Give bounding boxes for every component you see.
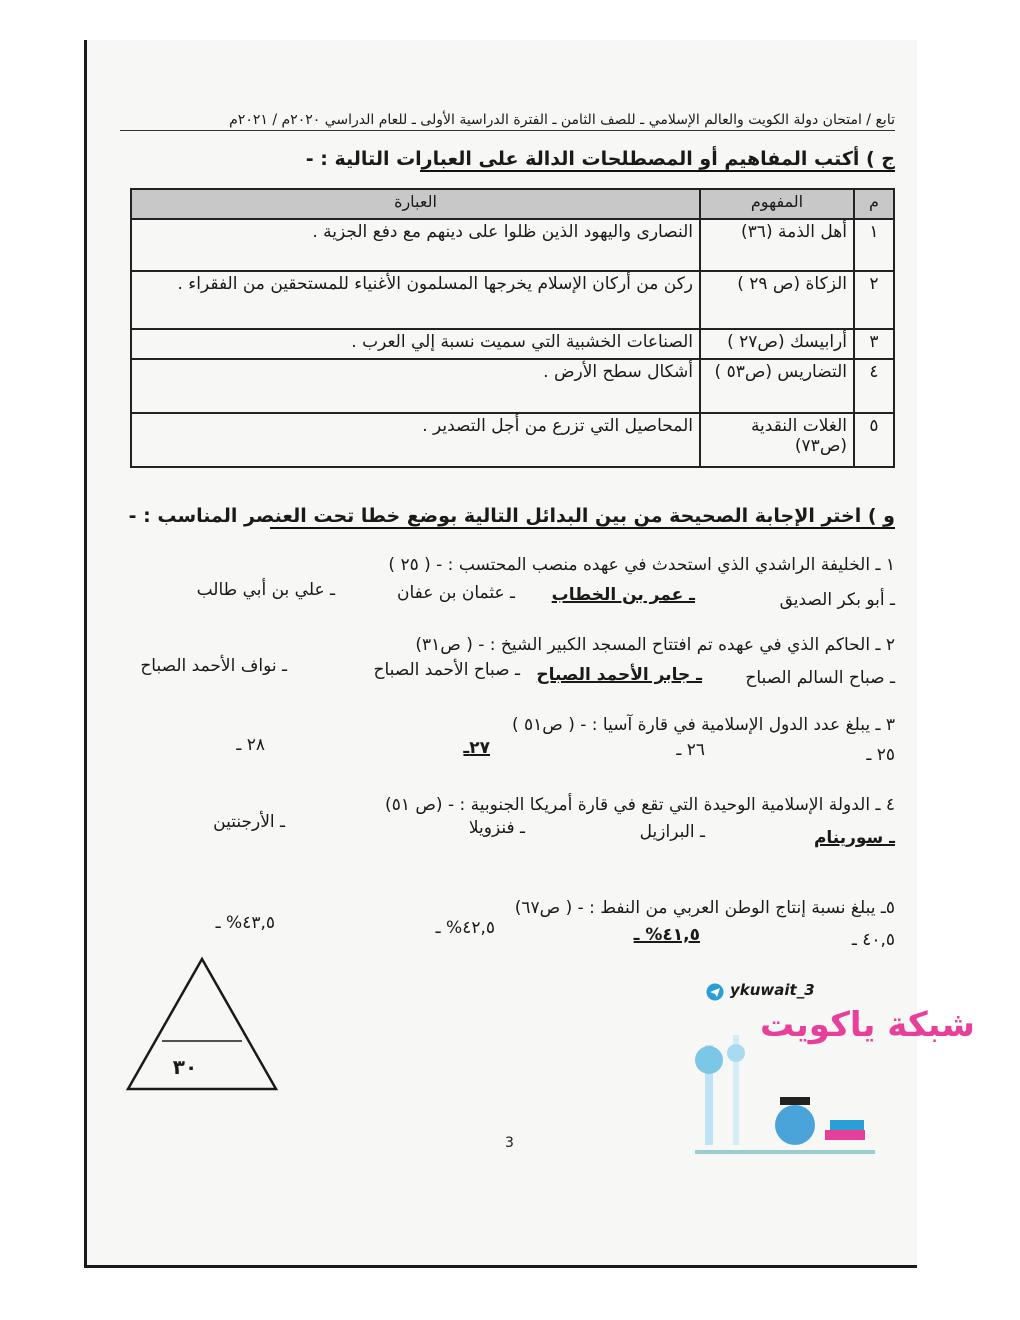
question-1: ١ ـ الخليفة الراشدي الذي استحدث في عهده منصب المحتسب : - ( ٢٥ )	[388, 555, 895, 575]
question-5: ٥ـ يبلغ نسبة إنتاج الوطن العربي من النفط : - ( ص٦٧)	[514, 898, 895, 918]
q3-option-2: ٢٦ ـ	[676, 740, 705, 760]
telegram-icon	[706, 983, 724, 1001]
row-num: ٥	[854, 413, 894, 467]
row-statement: الصناعات الخشبية التي سميت نسبة إلي العرب .	[131, 329, 700, 359]
q2-option-3: ـ صباح الأحمد الصباح	[373, 660, 520, 680]
section-c-title: ج ) أكتب المفاهيم أو المصطلحات الدالة على العبارات التالية : -	[305, 148, 895, 170]
q5-option-2-correct: ٤١,٥% ـ	[633, 925, 700, 945]
page-number: 3	[505, 1135, 514, 1151]
q1-option-1: ـ أبو بكر الصديق	[779, 590, 895, 610]
table-row	[131, 271, 894, 329]
row-num: ١	[854, 219, 894, 271]
q3-option-1: ٢٥ ـ	[866, 745, 895, 765]
question-3: ٣ ـ يبلغ عدد الدول الإسلامية في قارة آسيا : - ( ص٥١ )	[511, 715, 895, 735]
q5-option-1: ٤٠,٥ ـ	[851, 930, 895, 950]
q1-option-2-correct: ـ عمر بن الخطاب	[551, 585, 695, 605]
row-statement: النصارى واليهود الذين ظلوا على دينهم مع دفع الجزية .	[131, 219, 700, 271]
table-header-row	[131, 189, 894, 219]
score-value: ٣٠	[172, 1055, 198, 1079]
row-concept: أهل الذمة (٣٦)	[700, 219, 854, 271]
row-concept: الزكاة (ص ٢٩ )	[700, 271, 854, 329]
row-concept: أرابيسك (ص٢٧ )	[700, 329, 854, 359]
question-2: ٢ ـ الحاكم الذي في عهده تم افتتاح المسجد الكبير الشيخ : - ( ص٣١)	[415, 635, 895, 655]
q1-option-3: ـ عثمان بن عفان	[396, 583, 515, 603]
page-header: تابع / امتحان دولة الكويت والعالم الإسلامي ـ للصف الثامن ـ الفترة الدراسية الأولى ـ للعام الدراسي ٢٠٢٠م / ٢٠٢١م	[120, 112, 895, 131]
row-statement: ركن من أركان الإسلام يخرجها المسلمون الأغنياء للمستحقين من الفقراء .	[131, 271, 700, 329]
concepts-table	[130, 188, 895, 468]
row-num: ٣	[854, 329, 894, 359]
header-num: م	[854, 189, 894, 219]
q4-option-1-correct: ـ سورينام	[813, 828, 895, 848]
q4-option-4: ـ الأرجنتين	[213, 812, 285, 832]
logo-handle: ykuwait_3	[730, 981, 815, 999]
q2-option-1: ـ صباح السالم الصباح	[745, 668, 895, 688]
row-concept: التضاريس (ص٥٣ )	[700, 359, 854, 413]
q5-option-4: ٤٣,٥% ـ	[215, 913, 275, 933]
table-row	[131, 219, 894, 271]
header-statement: العبارة	[131, 189, 700, 219]
q5-option-3: ٤٢,٥% ـ	[435, 918, 495, 938]
logo-text: شبكة ياكويت	[760, 1005, 975, 1045]
table-row	[131, 413, 894, 467]
header-concept: المفهوم	[700, 189, 854, 219]
q1-option-4: ـ علي بن أبي طالب	[196, 580, 335, 600]
row-statement: المحاصيل التي تزرع من أجل التصدير .	[131, 413, 700, 467]
row-num: ٤	[854, 359, 894, 413]
q2-option-2-correct: ـ جابر الأحمد الصباح	[536, 665, 702, 685]
q4-option-3: ـ فنزويلا	[468, 818, 525, 838]
q4-option-2: ـ البرازيل	[639, 822, 705, 842]
section-w-title: و ) اختر الإجابة الصحيحة من بين البدائل التالية بوضع خطا تحت العنصر المناسب : -	[128, 505, 895, 527]
q3-option-3-correct: ٢٧ـ	[463, 738, 490, 758]
q2-option-4: ـ نواف الأحمد الصباح	[140, 656, 287, 676]
table-row	[131, 329, 894, 359]
row-concept: الغلات النقدية (ص٧٣)	[700, 413, 854, 467]
row-num: ٢	[854, 271, 894, 329]
question-4: ٤ ـ الدولة الإسلامية الوحيدة التي تقع في قارة أمريكا الجنوبية : - (ص ٥١)	[385, 795, 895, 815]
q3-option-4: ٢٨ ـ	[236, 735, 265, 755]
table-row	[131, 359, 894, 413]
row-statement: أشكال سطح الأرض .	[131, 359, 700, 413]
